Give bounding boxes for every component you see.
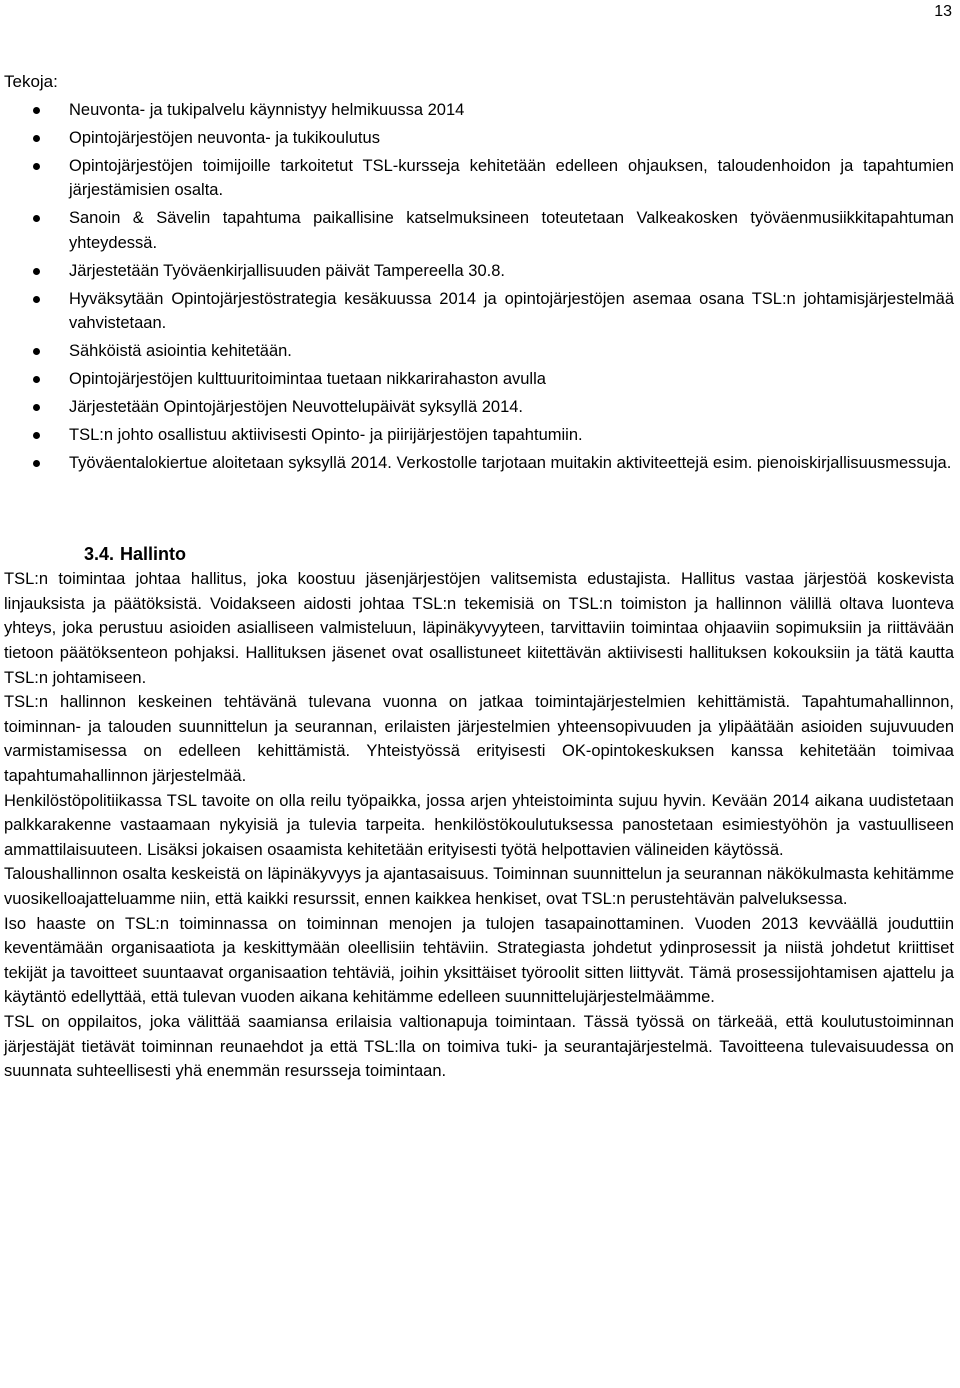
list-item	[4, 367, 954, 392]
bullet-icon	[33, 432, 40, 439]
list-item-text: Järjestetään Opintojärjestöjen Neuvottelupäivät syksyllä 2014.	[69, 397, 524, 416]
list-item-text: Työväentalokiertue aloitetaan syksyllä 2014. Verkostolle tarjotaan muitakin aktiviteettejä esim. pienoiskirjallisuusmessuja.	[69, 453, 952, 472]
list-item	[4, 339, 954, 364]
list-item-text: Sähköistä asiointia kehitetään.	[69, 342, 292, 361]
section-title: Hallinto	[120, 544, 187, 565]
list-item	[4, 451, 954, 476]
bullet-icon	[33, 296, 40, 303]
section-heading-hallinto	[4, 541, 954, 567]
list-item-text: Opintojärjestöjen toimijoille tarkoitetut TSL-kursseja kehitetään edelleen ohjauksen, taloudenhoidon ja tapahtumien järjestämisien osalta.	[69, 156, 954, 200]
paragraph: Henkilöstöpolitiikassa TSL tavoite on olla reilu työpaikka, jossa arjen yhteistoiminta sujuu hyvin. Kevään 2014 aikana uudistetaan palkkarakenne vastaamaan nykyisiä ja tulevia tarpeita. henkilöstökoulutuksessa panostetaan esimiestyöhön ja vastuulliseen ammattilaisuuteen. Lisäksi jokaisen osaamista kehitetään erityisesti työtä helpottavien välineiden käytössä.	[4, 791, 954, 859]
bullet-icon	[33, 215, 40, 222]
bullet-icon	[33, 107, 40, 114]
list-item	[4, 259, 954, 284]
page-number: 13	[934, 3, 952, 20]
paragraph: TSL on oppilaitos, joka välittää saamiansa erilaisia valtionapuja toimintaan. Tässä työssä on tärkeää, että koulutustoiminnan järjestäjät tietävät toiminnan reunaehdot ja että TSL:lla on toimiva tuki- ja seurantajärjestelmä. Tavoitteena tulevaisuudessa on suunnata suhteellisesti yhä enemmän resursseja toimintaan.	[4, 1012, 954, 1081]
list-item-text: Järjestetään Työväenkirjallisuuden päivät Tampereella 30.8.	[69, 261, 505, 280]
bullet-icon	[33, 348, 40, 355]
bullet-icon	[33, 404, 40, 411]
list-item	[4, 98, 954, 123]
tekoja-list	[4, 98, 954, 475]
section-number: 3.4.	[84, 544, 115, 565]
paragraph: TSL:n toimintaa johtaa hallitus, joka koostuu jäsenjärjestöjen valitsemista edustajista. Hallitus vastaa järjestöä koskevista linjauksista ja päätöksistä. Voidakseen aidosti johtaa TSL:n tekemisiä on TSL:n toimiston ja hallinnon välillä oltava luonteva yhteys, joka perustuu asioiden asialliseen valmisteluun, läpinäkyvyyteen, tarvittaviin toimintaa ohjaaviin sopimuksiin ja riittävään tietoon päätöksenteon pohjaksi. Hallituksen jäsenet ovat osallistuneet kiitettävän aktiivisesti hallituksen kokouksiin ja tätä kautta TSL:n johtamiseen.	[4, 570, 954, 687]
list-item-text: Opintojärjestöjen kulttuuritoimintaa tuetaan nikkarirahaston avulla	[69, 370, 546, 389]
paragraph: TSL:n hallinnon keskeinen tehtävänä tulevana vuonna on jatkaa toimintajärjestelmien kehittämistä. Tapahtumahallinnon, toiminnan- ja talouden suunnittelun ja seurannan, erilaisten järjestelmien yhteensopivuuden ja ylipäätään asioiden sujuvuuden varmistamisessa on edelleen kehittämistä. Yhteistyössä erityisesti OK-opintokeskuksen kanssa kehitetään toimivaa tapahtumahallinnon järjestelmää.	[4, 693, 954, 786]
list-item	[4, 126, 954, 151]
list-item	[4, 206, 954, 255]
list-item-text: Hyväksytään Opintojärjestöstrategia kesäkuussa 2014 ja opintojärjestöjen asemaa osana TSL:n johtamisjärjestelmää vahvistetaan.	[69, 289, 954, 333]
list-item	[4, 423, 954, 448]
list-item-text: Opintojärjestöjen neuvonta- ja tukikoulutus	[69, 128, 380, 147]
page-content	[4, 70, 954, 1084]
list-item	[4, 287, 954, 336]
list-item-text: Neuvonta- ja tukipalvelu käynnistyy helmikuussa 2014	[69, 101, 465, 119]
bullet-icon	[33, 163, 40, 170]
list-item-text: TSL:n johto osallistuu aktiivisesti Opinto- ja piirijärjestöjen tapahtumiin.	[69, 425, 583, 444]
list-item	[4, 154, 954, 203]
paragraph: Iso haaste on TSL:n toiminnassa on toiminnan menojen ja tulojen tasapainottaminen. Vuoden 2013 kevväällä jouduttiin keventämään organisaatiota ja keskittymään oleellisiin tehtäviin. Strategiasta johdetut ydinprosessit ja niistä johdetut kriittiset tekijät ja tavoitteet suuntaavat organisaation tehtäviä, joihin yksittäiset työroolit sitten liittyvät. Tämä prosessijohtamisen ajattelu ja käytäntö edellyttää, että tulevan vuoden aikana kehitämme edelleen suunnittelujärjestelmäämme.	[4, 914, 954, 1007]
list-item	[4, 395, 954, 420]
tekoja-heading: Tekoja:	[4, 72, 58, 91]
bullet-icon	[33, 460, 40, 467]
list-item-text: Sanoin & Sävelin tapahtuma paikallisine katselmuksineen toteutetaan Valkeakosken työväenmusiikkitapahtuman yhteydessä.	[69, 209, 954, 252]
paragraph: Taloushallinnon osalta keskeistä on läpinäkyvyys ja ajantasaisuus. Toiminnan suunnittelun ja seurannan näkökulmasta kehitämme vuosikelloajatteluamme niin, että kaikki resurssit, ennen kaikkea henkiset, ovat TSL:n perustehtävän palveluksessa.	[4, 865, 954, 908]
bullet-icon	[33, 376, 40, 383]
bullet-icon	[33, 268, 40, 275]
bullet-icon	[33, 135, 40, 142]
